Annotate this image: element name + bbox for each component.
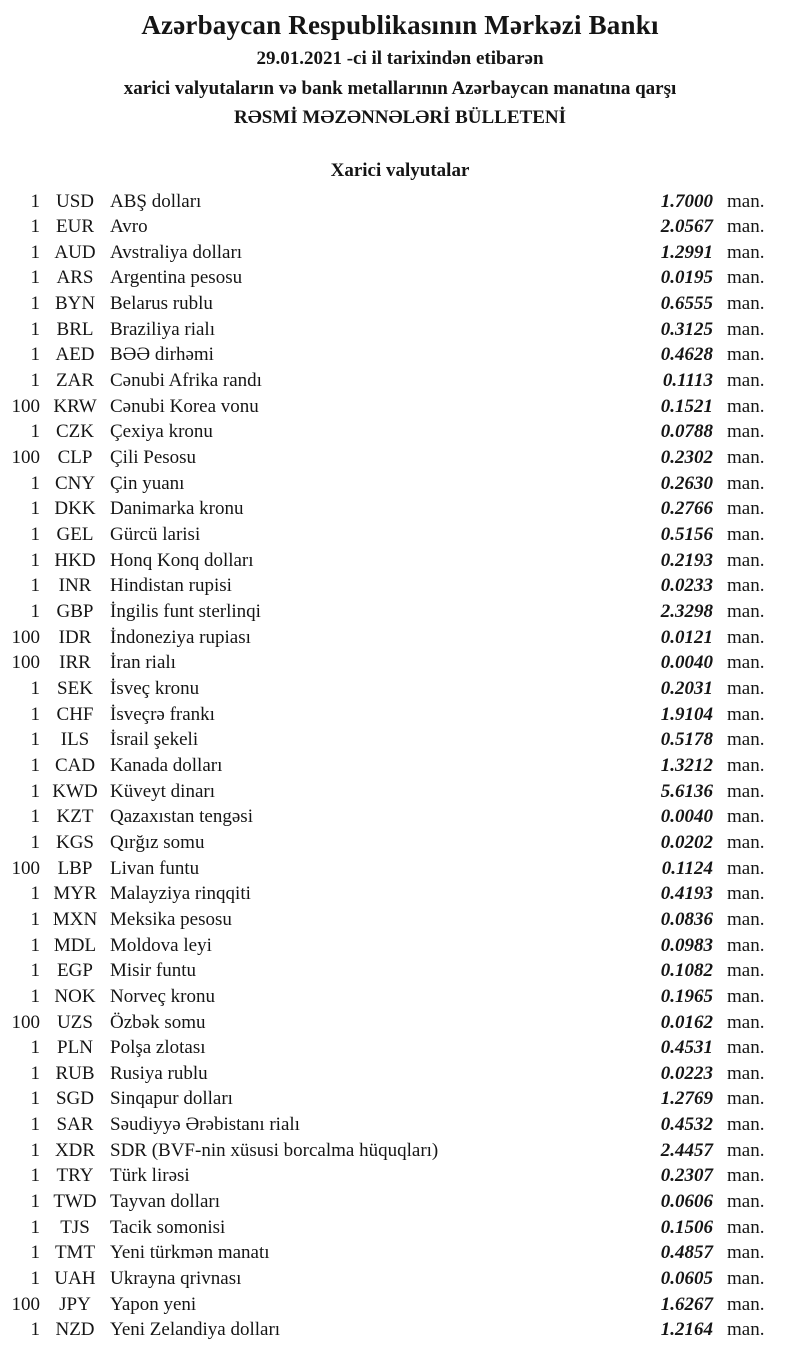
currency-name: Honq Konq dolları <box>110 549 254 571</box>
rate-unit: man. <box>727 960 765 982</box>
quantity: 1 <box>30 549 40 571</box>
rate-value: 0.2031 <box>660 677 713 699</box>
rate-value: 1.3212 <box>660 754 713 776</box>
rate-value: 0.4531 <box>660 1037 713 1059</box>
currency-name: İran rialı <box>110 652 176 674</box>
rate-unit: man. <box>727 831 765 853</box>
table-row <box>0 573 800 599</box>
currency-name: İsveçrə frankı <box>110 703 215 725</box>
quantity: 1 <box>30 267 40 289</box>
rate-unit: man. <box>727 1037 765 1059</box>
rate-value: 1.7000 <box>660 190 713 212</box>
rate-unit: man. <box>727 1268 765 1290</box>
currency-code: CNY <box>54 472 96 494</box>
currency-name: Argentina pesosu <box>110 267 243 289</box>
currency-name: Avstraliya dolları <box>110 241 243 263</box>
currency-name: Norveç kronu <box>110 985 215 1007</box>
rate-value: 0.1521 <box>660 395 713 417</box>
currency-name: Çili Pesosu <box>110 447 197 469</box>
table-row <box>0 933 800 959</box>
currency-code: SGD <box>55 1088 94 1110</box>
rate-unit: man. <box>727 1242 765 1264</box>
currency-code: ARS <box>56 267 94 289</box>
quantity: 1 <box>30 934 40 956</box>
rate-unit: man. <box>727 1165 765 1187</box>
rate-unit: man. <box>727 1139 765 1161</box>
rate-value: 0.0788 <box>660 421 713 443</box>
effective-date-line: 29.01.2021 -ci il tarixindən etibarən <box>256 48 544 69</box>
rate-unit: man. <box>727 267 765 289</box>
rate-unit: man. <box>727 549 765 571</box>
currency-name: ABŞ dolları <box>110 190 202 212</box>
table-row <box>0 830 800 856</box>
rate-value: 1.6267 <box>660 1293 713 1315</box>
quantity: 100 <box>11 626 40 648</box>
currency-name: Yeni Zelandiya dolları <box>110 1319 281 1341</box>
bulletin-title: RƏSMİ MƏZƏNNƏLƏRİ BÜLLETENİ <box>233 107 566 128</box>
currency-code: AUD <box>54 241 96 263</box>
currency-code: HKD <box>54 549 96 571</box>
currency-code: DKK <box>54 498 96 520</box>
table-row <box>0 650 800 676</box>
rate-unit: man. <box>727 883 765 905</box>
rate-unit: man. <box>727 524 765 546</box>
table-row <box>0 240 800 266</box>
currency-code: MYR <box>53 883 97 905</box>
currency-name: Meksika pesosu <box>110 908 232 930</box>
currency-name: İngilis funt sterlinqi <box>110 601 261 622</box>
quantity: 1 <box>30 190 40 212</box>
rate-value: 0.1506 <box>660 1216 713 1238</box>
currency-code: INR <box>58 575 92 597</box>
currency-name: Qırğız somu <box>110 831 205 853</box>
rate-value: 0.0605 <box>660 1268 713 1290</box>
quantity: 1 <box>30 1062 40 1084</box>
table-row <box>0 522 800 548</box>
currency-code: CHF <box>56 703 94 725</box>
currency-code: EGP <box>57 960 93 982</box>
table-row <box>0 881 800 907</box>
rate-value: 0.0836 <box>660 908 713 930</box>
currency-name: Çin yuanı <box>110 472 185 494</box>
table-row <box>0 625 800 651</box>
quantity: 1 <box>30 729 40 751</box>
currency-name: Gürcü larisi <box>110 524 201 546</box>
currency-name: Özbək somu <box>110 1011 206 1033</box>
rate-unit: man. <box>727 729 765 751</box>
rate-unit: man. <box>727 703 765 725</box>
currency-code: MXN <box>52 908 98 930</box>
rate-value: 0.4532 <box>660 1114 713 1136</box>
rate-value: 0.0162 <box>660 1011 713 1033</box>
table-row <box>0 1035 800 1061</box>
rate-value: 0.4857 <box>660 1242 713 1264</box>
table-row <box>0 1061 800 1087</box>
quantity: 1 <box>30 1139 40 1161</box>
currency-name: Sinqapur dolları <box>110 1088 233 1110</box>
quantity: 1 <box>30 293 40 315</box>
rate-unit: man. <box>727 241 765 263</box>
quantity: 1 <box>30 1268 40 1290</box>
rate-value: 0.2766 <box>660 498 713 520</box>
table-row <box>0 445 800 471</box>
currency-code: AED <box>55 344 95 366</box>
rate-value: 0.0983 <box>660 934 713 956</box>
table-row <box>0 779 800 805</box>
currency-code: KZT <box>56 806 94 828</box>
currency-code: UAH <box>54 1268 96 1290</box>
currency-code: ILS <box>60 729 90 751</box>
rate-value: 0.2302 <box>660 447 713 469</box>
rate-value: 1.2991 <box>660 241 713 263</box>
currency-code: NZD <box>55 1319 95 1341</box>
rate-unit: man. <box>727 370 765 392</box>
currency-name: İsveç kronu <box>110 677 200 699</box>
rate-unit: man. <box>727 985 765 1007</box>
table-row <box>0 1292 800 1318</box>
rate-value: 0.0040 <box>660 806 713 828</box>
section-title: Xarici valyutalar <box>330 160 470 181</box>
currency-name: Ukrayna qrivnası <box>110 1268 242 1290</box>
rate-value: 2.4457 <box>660 1139 713 1161</box>
quantity: 1 <box>30 780 40 802</box>
currency-code: IDR <box>58 626 92 648</box>
rate-unit: man. <box>727 1216 765 1238</box>
quantity: 1 <box>30 1216 40 1238</box>
currency-code: TJS <box>60 1216 90 1238</box>
quantity: 1 <box>30 216 40 238</box>
rate-unit: man. <box>727 626 765 648</box>
rate-unit: man. <box>727 1293 765 1315</box>
rates-table <box>0 189 800 1344</box>
currency-code: LBP <box>57 857 93 879</box>
currency-name: Türk lirəsi <box>110 1165 190 1187</box>
currency-name: Küveyt dinarı <box>110 780 216 802</box>
rate-unit: man. <box>727 780 765 802</box>
table-row <box>0 1112 800 1138</box>
currency-name: Hindistan rupisi <box>110 575 232 597</box>
rate-unit: man. <box>727 1114 765 1136</box>
currency-code: IRR <box>59 652 91 674</box>
currency-name: İndoneziya rupiası <box>110 626 251 648</box>
currency-name: Yapon yeni <box>110 1293 197 1315</box>
currency-name: Moldova leyi <box>110 934 212 956</box>
table-row <box>0 1266 800 1292</box>
currency-name: Tayvan dolları <box>110 1191 220 1213</box>
rate-value: 0.6555 <box>660 293 713 315</box>
currency-code: TWD <box>53 1191 97 1213</box>
rate-value: 2.3298 <box>660 601 713 622</box>
currency-code: NOK <box>54 985 96 1007</box>
scope-line: xarici valyutaların və bank metallarının Azərbaycan manatına qarşı <box>123 77 677 99</box>
quantity: 1 <box>30 472 40 494</box>
rate-unit: man. <box>727 601 765 622</box>
table-row <box>0 1215 800 1241</box>
currency-code: GBP <box>56 601 94 622</box>
rate-value: 0.0040 <box>660 652 713 674</box>
rate-unit: man. <box>727 190 765 212</box>
quantity: 100 <box>11 1011 40 1033</box>
rate-unit: man. <box>727 421 765 443</box>
currency-code: KGS <box>55 831 94 853</box>
currency-code: EUR <box>56 216 94 238</box>
rate-value: 1.2769 <box>660 1088 713 1110</box>
rate-unit: man. <box>727 652 765 674</box>
quantity: 1 <box>30 241 40 263</box>
currency-code: UZS <box>57 1011 93 1033</box>
table-row <box>0 958 800 984</box>
currency-name: Polşa zlotası <box>110 1037 206 1059</box>
quantity: 100 <box>11 857 40 879</box>
currency-code: CLP <box>57 447 93 469</box>
rate-value: 0.0202 <box>660 831 713 853</box>
rate-unit: man. <box>727 1319 765 1341</box>
table-row <box>0 1010 800 1036</box>
currency-code: CZK <box>56 421 94 443</box>
quantity: 1 <box>30 575 40 597</box>
table-row <box>0 471 800 497</box>
currency-code: SAR <box>56 1114 94 1136</box>
rate-value: 0.2630 <box>660 472 713 494</box>
rate-unit: man. <box>727 806 765 828</box>
table-row <box>0 1189 800 1215</box>
rate-value: 1.2164 <box>660 1319 713 1341</box>
quantity: 1 <box>30 908 40 930</box>
rate-value: 0.0195 <box>660 267 713 289</box>
currency-code: GEL <box>56 524 94 546</box>
rate-unit: man. <box>727 1191 765 1213</box>
currency-code: PLN <box>57 1037 93 1059</box>
table-row <box>0 342 800 368</box>
table-row <box>0 676 800 702</box>
rate-value: 0.0223 <box>660 1062 713 1084</box>
quantity: 1 <box>30 1088 40 1110</box>
quantity: 1 <box>30 498 40 520</box>
rate-value: 0.2307 <box>660 1165 713 1187</box>
currency-name: Braziliya rialı <box>110 318 215 340</box>
table-row <box>0 548 800 574</box>
rate-value: 0.3125 <box>660 318 713 340</box>
rate-value: 5.6136 <box>660 780 713 802</box>
quantity: 1 <box>30 601 40 622</box>
currency-code: KWD <box>52 780 98 802</box>
rate-value: 0.0233 <box>660 575 713 597</box>
currency-code: TRY <box>56 1165 94 1187</box>
currency-code: RUB <box>55 1062 95 1084</box>
quantity: 1 <box>30 1165 40 1187</box>
table-row <box>0 1317 800 1343</box>
currency-name: Tacik somonisi <box>110 1216 226 1238</box>
currency-name: Livan funtu <box>110 857 200 879</box>
document-header <box>0 7 800 133</box>
quantity: 1 <box>30 831 40 853</box>
rate-unit: man. <box>727 395 765 417</box>
rate-unit: man. <box>727 934 765 956</box>
rate-unit: man. <box>727 575 765 597</box>
table-row <box>0 189 800 215</box>
currency-name: Kanada dolları <box>110 754 223 776</box>
currency-name: Cənubi Afrika randı <box>110 370 262 392</box>
quantity: 1 <box>30 985 40 1007</box>
currency-name: SDR (BVF-nin xüsusi borcalma hüquqları) <box>110 1139 439 1161</box>
rate-unit: man. <box>727 216 765 238</box>
quantity: 1 <box>30 960 40 982</box>
rate-value: 0.1965 <box>660 985 713 1007</box>
quantity: 1 <box>30 754 40 776</box>
quantity: 1 <box>30 421 40 443</box>
currency-name: Cənubi Korea vonu <box>110 395 259 417</box>
currency-code: MDL <box>53 934 97 956</box>
currency-name: Səudiyyə Ərəbistanı rialı <box>110 1114 300 1136</box>
table-row <box>0 907 800 933</box>
rate-unit: man. <box>727 857 765 879</box>
currency-name: Çexiya kronu <box>110 421 213 443</box>
table-row <box>0 1086 800 1112</box>
quantity: 1 <box>30 1242 40 1264</box>
rate-value: 0.4628 <box>660 344 713 366</box>
quantity: 1 <box>30 318 40 340</box>
table-row <box>0 804 800 830</box>
currency-code: KRW <box>53 395 97 417</box>
currency-name: Yeni türkmən manatı <box>110 1242 270 1264</box>
rate-unit: man. <box>727 1011 765 1033</box>
table-row <box>0 394 800 420</box>
currency-name: Danimarka kronu <box>110 498 244 520</box>
rate-unit: man. <box>727 344 765 366</box>
bank-title: Azərbaycan Respublikasının Mərkəzi Bankı <box>141 10 659 40</box>
quantity: 1 <box>30 703 40 725</box>
rate-unit: man. <box>727 1062 765 1084</box>
table-row <box>0 291 800 317</box>
table-row <box>0 599 800 625</box>
quantity: 1 <box>30 1037 40 1059</box>
currency-code: BRL <box>56 318 94 340</box>
currency-name: Avro <box>110 216 148 238</box>
currency-name: Malayziya rinqqiti <box>110 883 251 905</box>
rate-value: 0.1124 <box>661 857 713 879</box>
currency-name: Misir funtu <box>110 960 197 982</box>
table-row <box>0 1240 800 1266</box>
table-row <box>0 1138 800 1164</box>
currency-code: CAD <box>54 754 96 776</box>
quantity: 1 <box>30 1319 40 1341</box>
rate-unit: man. <box>727 293 765 315</box>
currency-code: BYN <box>54 293 96 315</box>
table-row <box>0 317 800 343</box>
rate-unit: man. <box>727 754 765 776</box>
currency-name: Qazaxıstan tengəsi <box>110 806 253 828</box>
table-row <box>0 856 800 882</box>
table-row <box>0 753 800 779</box>
table-row <box>0 984 800 1010</box>
rate-value: 0.5156 <box>660 524 713 546</box>
quantity: 1 <box>30 806 40 828</box>
table-row <box>0 1163 800 1189</box>
currency-name: Rusiya rublu <box>110 1062 208 1084</box>
currency-name: BƏƏ dirhəmi <box>110 344 214 366</box>
quantity: 1 <box>30 677 40 699</box>
currency-code: ZAR <box>56 370 94 392</box>
currency-code: USD <box>55 190 94 212</box>
rate-value: 0.0606 <box>660 1191 713 1213</box>
currency-name: Belarus rublu <box>110 293 213 315</box>
quantity: 1 <box>30 1191 40 1213</box>
rate-unit: man. <box>727 498 765 520</box>
quantity: 1 <box>30 1114 40 1136</box>
table-row <box>0 727 800 753</box>
quantity: 1 <box>30 883 40 905</box>
rate-unit: man. <box>727 677 765 699</box>
rate-value: 0.1082 <box>660 960 713 982</box>
rate-value: 0.5178 <box>660 729 713 751</box>
quantity: 100 <box>11 1293 40 1315</box>
table-row <box>0 496 800 522</box>
rate-unit: man. <box>727 318 765 340</box>
rate-unit: man. <box>727 447 765 469</box>
currency-code: TMT <box>54 1242 96 1264</box>
rate-value: 0.2193 <box>660 549 713 571</box>
quantity: 1 <box>30 344 40 366</box>
table-row <box>0 265 800 291</box>
rate-value: 0.4193 <box>660 883 713 905</box>
rate-unit: man. <box>727 908 765 930</box>
quantity: 100 <box>11 652 40 674</box>
currency-name: İsrail şekeli <box>110 729 199 751</box>
currency-code: JPY <box>59 1293 91 1315</box>
quantity: 1 <box>30 370 40 392</box>
rate-unit: man. <box>727 1088 765 1110</box>
table-row <box>0 419 800 445</box>
quantity: 100 <box>11 395 40 417</box>
rate-value: 0.1113 <box>662 370 713 392</box>
quantity: 100 <box>11 447 40 469</box>
table-row <box>0 214 800 240</box>
quantity: 1 <box>30 524 40 546</box>
table-row <box>0 368 800 394</box>
rate-value: 2.0567 <box>660 216 713 238</box>
table-row <box>0 702 800 728</box>
rate-unit: man. <box>727 472 765 494</box>
currency-code: XDR <box>54 1139 96 1161</box>
currency-code: SEK <box>57 677 93 699</box>
rate-value: 0.0121 <box>660 626 713 648</box>
rate-value: 1.9104 <box>660 703 713 725</box>
